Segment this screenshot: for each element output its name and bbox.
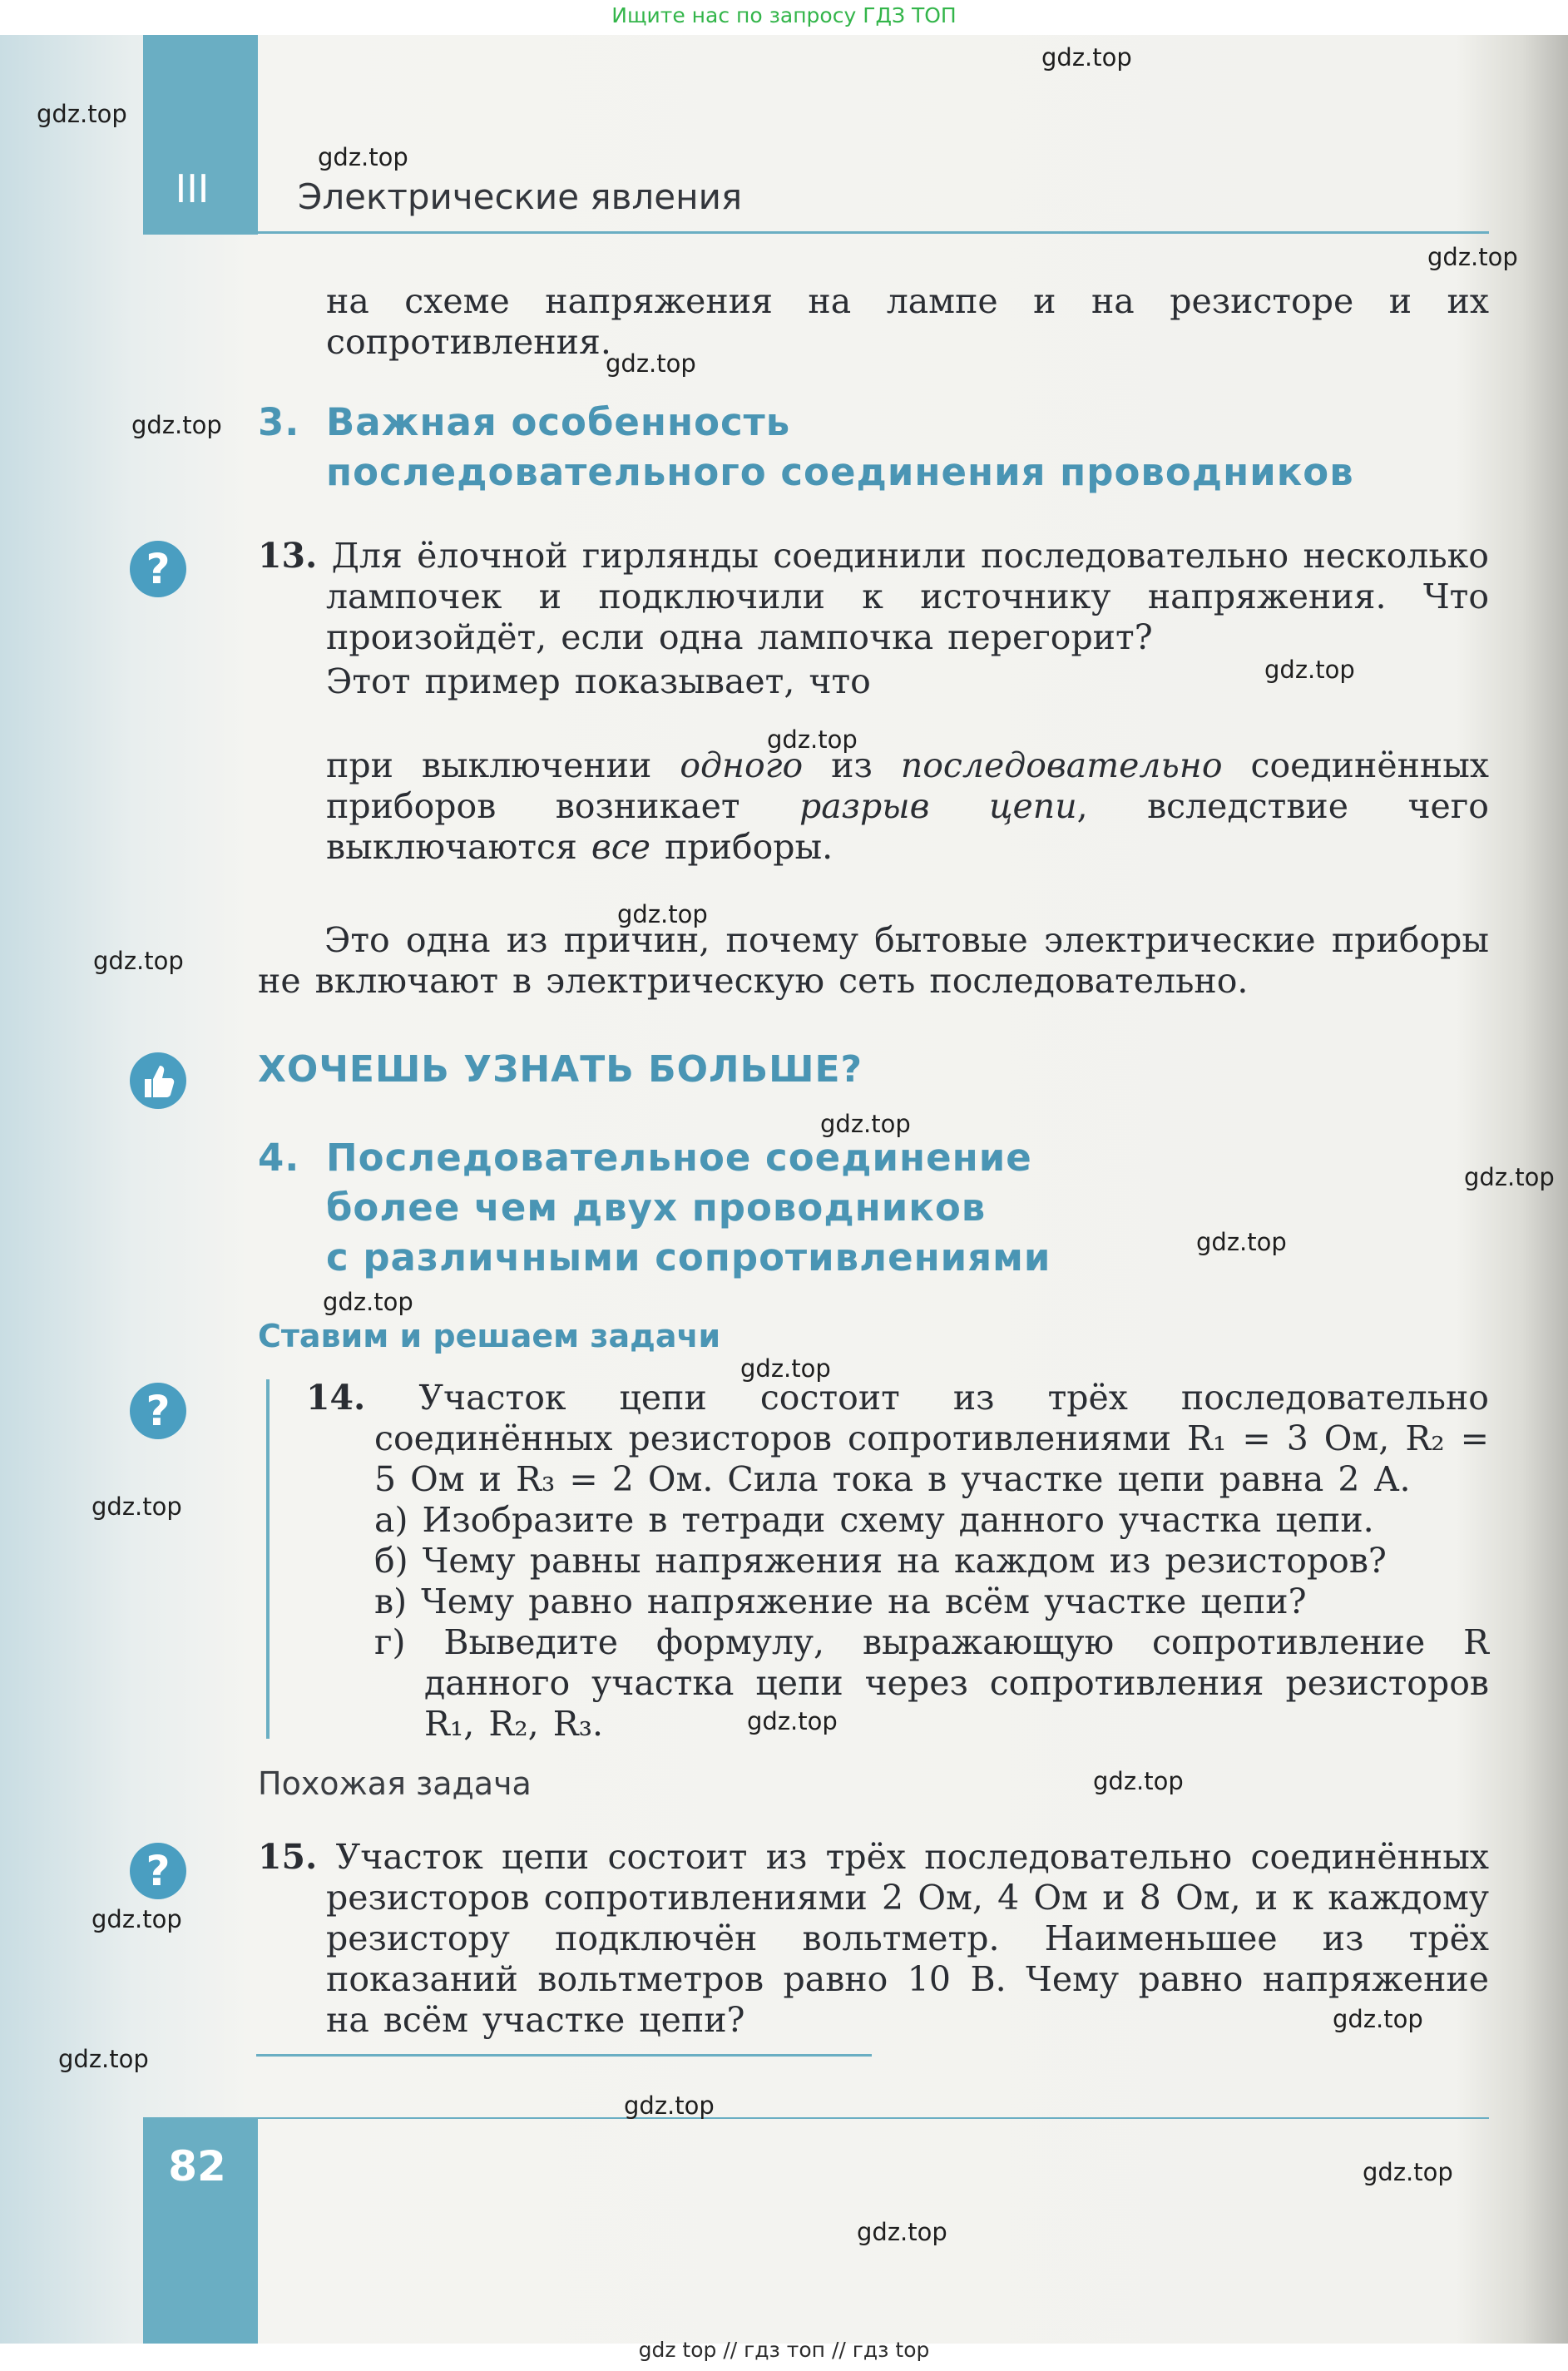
reason-paragraph: Это одна из причин, почему бытовые электрические приборы не включают в электрическую сеть последовательно. xyxy=(258,920,1489,1001)
tasks-heading: Ставим и решаем задачи xyxy=(258,1318,721,1354)
watermark: gdz.top xyxy=(1093,1767,1184,1795)
watermark: gdz.top xyxy=(1333,2005,1423,2033)
question-icon: ? xyxy=(130,1383,186,1439)
question-14-item: б) Чему равны напряжения на каждом из резисторов? xyxy=(374,1541,1387,1581)
section-4-title-line3: с различными сопротивлениями xyxy=(326,1235,1051,1280)
footer-links[interactable]: gdz top // гдз топ // гдз top xyxy=(638,2338,930,2362)
task-bracket xyxy=(266,1379,270,1739)
intro-paragraph: на схеме напряжения на лампе и на резисторе и их сопротивления. xyxy=(326,281,1489,362)
question-14 xyxy=(306,1378,1489,1745)
question-13-number: 13. xyxy=(258,536,318,576)
page-number: 82 xyxy=(168,2142,226,2190)
watermark: gdz.top xyxy=(323,1288,413,1316)
section-4-heading xyxy=(258,1133,1489,1283)
watermark: gdz.top xyxy=(92,1905,182,1933)
chapter-title: Электрические явления xyxy=(298,176,743,217)
section-3-heading xyxy=(258,398,1489,497)
want-more-heading: ХОЧЕШЬ УЗНАТЬ БОЛЬШЕ? xyxy=(258,1048,863,1091)
watermark: gdz.top xyxy=(820,1110,911,1138)
chapter-numeral: III xyxy=(175,166,210,211)
question-14-item: в) Чему равно напряжение на всём участке цепи? xyxy=(374,1581,1307,1621)
watermark: gdz.top xyxy=(1264,656,1355,684)
question-13-text: Для ёлочной гирлянды соединили последовательно несколько лампочек и подключили к источнику напряжения. Что произойдёт, если одна лампочка перегорит? xyxy=(326,536,1489,657)
watermark: gdz.top xyxy=(1196,1228,1287,1256)
footer-divider xyxy=(258,2117,1489,2119)
watermark: gdz.top xyxy=(624,2091,715,2120)
section-3-title-line2: последовательного соединения проводников xyxy=(326,450,1354,494)
similar-task-label: Похожая задача xyxy=(258,1765,532,1802)
section-3-number: 3. xyxy=(258,400,300,444)
question-icon: ? xyxy=(130,1843,186,1899)
question-14-item: а) Изобразите в тетради схему данного участка цепи. xyxy=(374,1500,1374,1540)
conclusion-paragraph: при выключении одного из последовательно соединённых приборов возникает разрыв цепи, вследствие чего выключаются все приборы. xyxy=(326,745,1490,867)
watermark: gdz.top xyxy=(1041,43,1132,72)
watermark: gdz.top xyxy=(1427,243,1518,271)
question-icon: ? xyxy=(130,541,186,597)
watermark: gdz.top xyxy=(740,1354,831,1383)
section-4-number: 4. xyxy=(258,1136,300,1180)
example-text: Этот пример показывает, что xyxy=(326,661,871,701)
question-15 xyxy=(258,1837,1489,2041)
question-15-number: 15. xyxy=(258,1837,318,1877)
section-3-title-line1: Важная особенность xyxy=(326,400,791,444)
watermark: gdz.top xyxy=(318,143,408,171)
watermark: gdz.top xyxy=(131,411,222,439)
section-4-title-line2: более чем двух проводников xyxy=(326,1186,987,1230)
watermark: gdz.top xyxy=(1464,1163,1555,1191)
question-15-text: Участок цепи состоит из трёх последовательно соединённых резисторов сопротивлениями 2 Ом, 4 Ом и 8 Ом, и к каждому резистору подключён вольтметр. Наименьшее из трёх показаний вольтметров равно 10 В. Чему равно напряжение на всём участке цепи? xyxy=(326,1837,1489,2040)
header-divider xyxy=(258,231,1489,234)
question-14-item: г) Выведите формулу, выражающую сопротивление R данного участка цепи через сопротивления резисторов R₁, R₂, R₃. xyxy=(374,1622,1489,1744)
watermark: gdz.top xyxy=(857,2218,947,2246)
section-4-title-line1: Последовательное соединение xyxy=(326,1136,1032,1180)
watermark: gdz.top xyxy=(58,2045,149,2073)
watermark: gdz.top xyxy=(37,100,127,128)
question-14-number: 14. xyxy=(306,1378,366,1418)
watermark: gdz.top xyxy=(617,900,708,928)
watermark: gdz.top xyxy=(606,349,696,378)
question-14-text: Участок цепи состоит из трёх последовательно соединённых резисторов сопротивлениями R₁ = 3 Ом, R₂ = 5 Ом и R₃ = 2 Ом. Сила тока в участке цепи равна 2 А. xyxy=(374,1378,1489,1499)
question-14-items xyxy=(306,1500,1489,1745)
end-divider xyxy=(256,2054,872,2057)
watermark: gdz.top xyxy=(767,725,858,754)
top-banner-link[interactable]: Ищите нас по запросу ГДЗ ТОП xyxy=(611,3,957,27)
watermark: gdz.top xyxy=(1363,2158,1453,2186)
watermark: gdz.top xyxy=(747,1707,838,1735)
watermark: gdz.top xyxy=(93,947,184,975)
watermark: gdz.top xyxy=(92,1492,182,1521)
thumbs-up-icon xyxy=(130,1052,186,1109)
